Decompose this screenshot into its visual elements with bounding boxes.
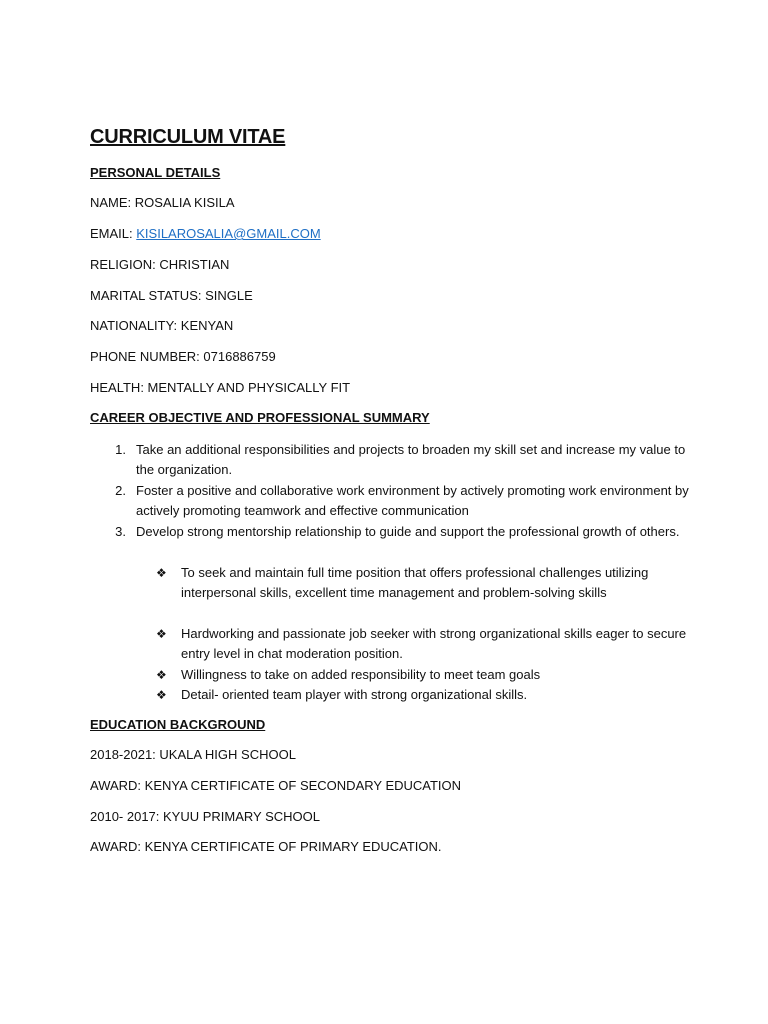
summary-item: Detail- oriented team player with strong organizational skills. <box>181 687 528 702</box>
education-heading: EDUCATION BACKGROUND <box>90 717 266 732</box>
nationality-line: NATIONALITY: KENYAN <box>90 318 234 333</box>
name-line: NAME: ROSALIA KISILA <box>90 195 235 210</box>
summary-item: Hardworking and passionate job seeker with strong organizational skills eager to secure entry level in chat moderation position. <box>181 626 687 661</box>
email-label: EMAIL: <box>90 226 137 241</box>
diamond-bullet-icon: ❖ <box>156 627 167 641</box>
education-line: AWARD: KENYA CERTIFICATE OF SECONDARY EDUCATION <box>90 778 462 793</box>
email-link[interactable]: KISILAROSALIA@GMAIL.COM <box>136 226 321 241</box>
diamond-bullet-icon: ❖ <box>156 566 167 580</box>
phone-number-line: PHONE NUMBER: 0716886759 <box>90 349 276 364</box>
marital-status-line: MARITAL STATUS: SINGLE <box>90 288 253 303</box>
diamond-bullet-icon: ❖ <box>156 668 167 682</box>
objective-number: 3. <box>115 524 126 539</box>
objective-number: 1. <box>115 442 126 457</box>
summary-item: Willingness to take on added responsibility to meet team goals <box>181 667 541 682</box>
objective-item: Develop strong mentorship relationship to guide and support the professional growth of others. <box>136 524 680 539</box>
objective-number: 2. <box>115 483 126 498</box>
education-line: AWARD: KENYA CERTIFICATE OF PRIMARY EDUCATION. <box>90 839 442 854</box>
email-line <box>90 225 321 243</box>
religion-line: RELIGION: CHRISTIAN <box>90 257 230 272</box>
personal-details-heading: PERSONAL DETAILS <box>90 165 221 180</box>
education-line: 2010- 2017: KYUU PRIMARY SCHOOL <box>90 809 321 824</box>
career-objective-heading: CAREER OBJECTIVE AND PROFESSIONAL SUMMARY <box>90 410 430 425</box>
cv-title: CURRICULUM VITAE <box>90 126 286 148</box>
objective-item: Foster a positive and collaborative work environment by actively promoting work environment by actively promoting teamwork and effective communication <box>136 483 689 518</box>
objective-item: Take an additional responsibilities and projects to broaden my skill set and increase my value to the organization. <box>136 442 686 477</box>
diamond-bullet-icon: ❖ <box>156 688 167 702</box>
health-line: HEALTH: MENTALLY AND PHYSICALLY FIT <box>90 380 351 395</box>
summary-item: To seek and maintain full time position that offers professional challenges utilizing interpersonal skills, excellent time management and problem-solving skills <box>181 565 649 600</box>
education-line: 2018-2021: UKALA HIGH SCHOOL <box>90 747 296 762</box>
